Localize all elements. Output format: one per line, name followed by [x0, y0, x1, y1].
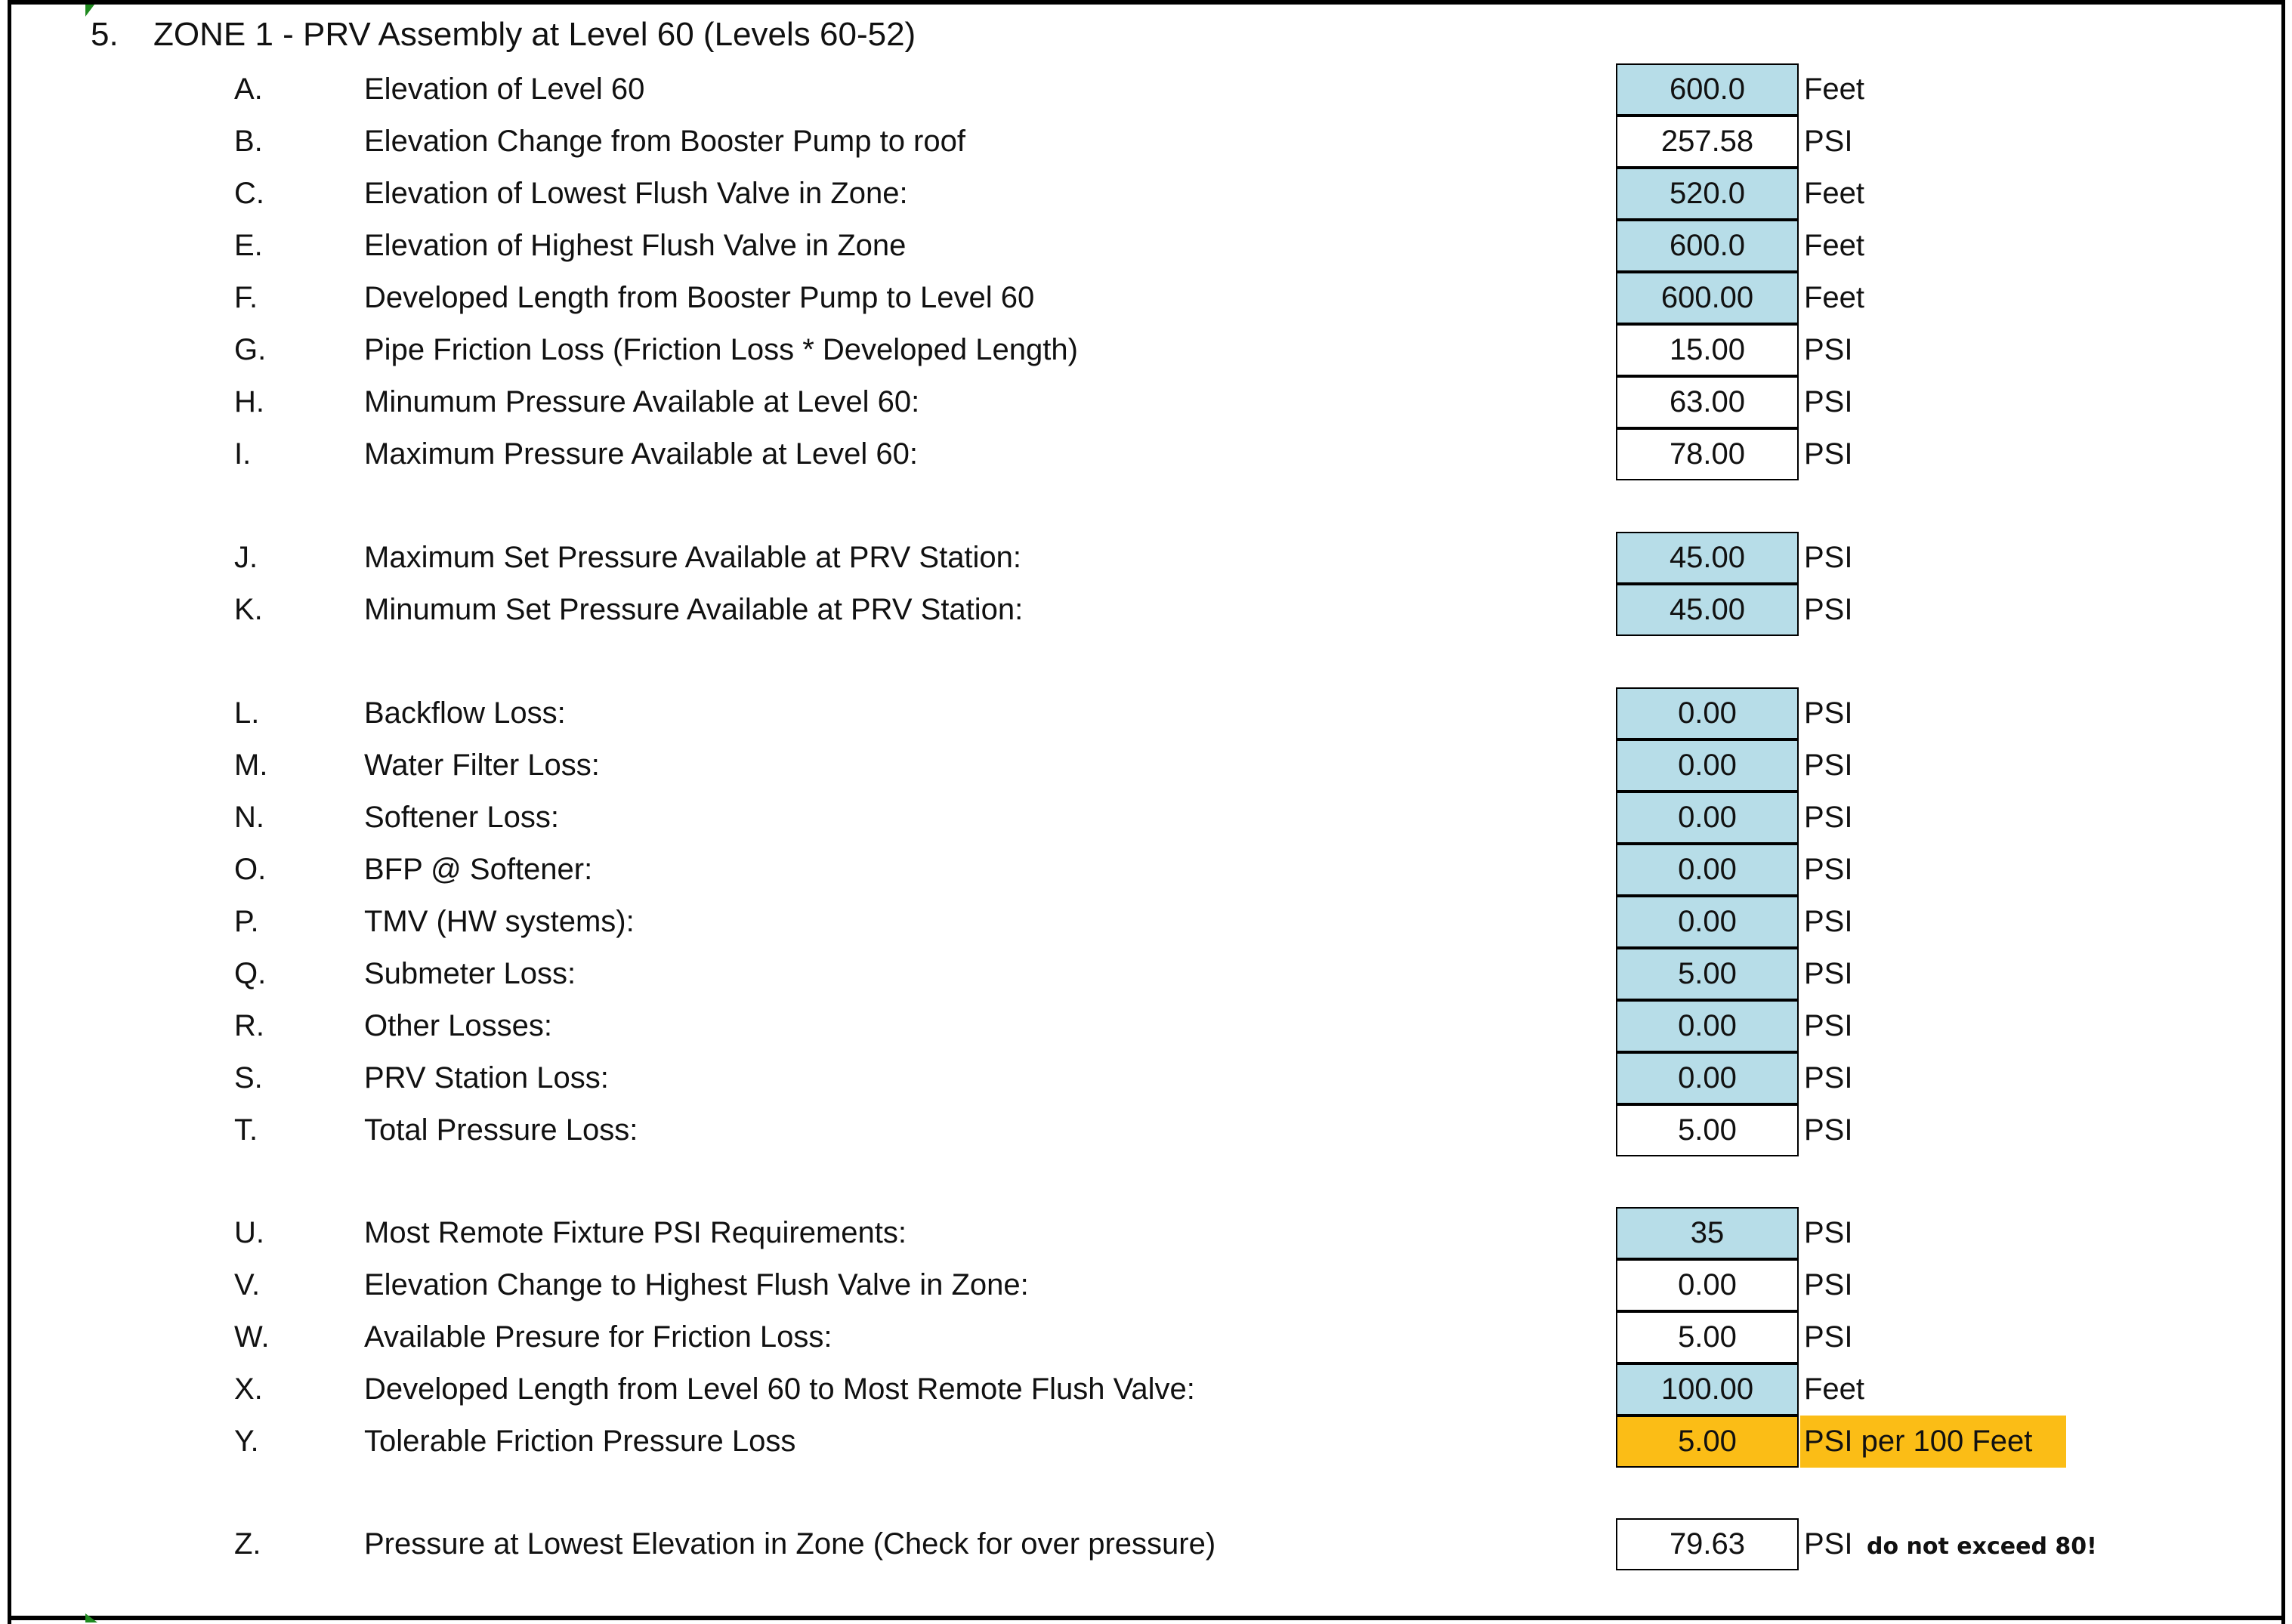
- row-letter: F.: [234, 281, 258, 314]
- row-label: Maximum Set Pressure Available at PRV Station:: [364, 541, 1022, 574]
- row-k: [0, 584, 2292, 636]
- row-letter: W.: [234, 1320, 270, 1354]
- row-letter: I.: [234, 437, 252, 471]
- row-letter: A.: [234, 73, 263, 106]
- row-label: Submeter Loss:: [364, 957, 576, 990]
- value-cell[interactable]: 0.00: [1616, 896, 1799, 948]
- value-cell[interactable]: 35: [1616, 1207, 1799, 1259]
- unit-label: PSI: [1804, 853, 1853, 886]
- row-letter: G.: [234, 333, 267, 366]
- value-cell[interactable]: 45.00: [1616, 532, 1799, 584]
- row-l: [0, 687, 2292, 739]
- unit-label: PSI: [1804, 1216, 1853, 1249]
- row-letter: H.: [234, 385, 264, 418]
- row-m: [0, 739, 2292, 792]
- row-g: [0, 324, 2292, 376]
- row-j: [0, 532, 2292, 584]
- unit-label: PSI: [1804, 957, 1853, 990]
- row-label: Most Remote Fixture PSI Requirements:: [364, 1216, 907, 1249]
- unit-label: PSI: [1804, 905, 1853, 938]
- value-cell[interactable]: 257.58: [1616, 116, 1799, 168]
- value-cell[interactable]: 100.00: [1616, 1363, 1799, 1416]
- row-label: Elevation of Lowest Flush Valve in Zone:: [364, 177, 908, 210]
- row-label: Developed Length from Booster Pump to Level 60: [364, 281, 1035, 314]
- row-y: [0, 1416, 2292, 1468]
- unit-label: PSI: [1804, 1268, 1853, 1301]
- row-label: Softener Loss:: [364, 801, 559, 834]
- row-label: Backflow Loss:: [364, 696, 566, 730]
- value-cell[interactable]: 0.00: [1616, 687, 1799, 739]
- frame-bottom-border: [8, 1616, 2285, 1620]
- unit-label: PSI: [1804, 696, 1853, 730]
- row-letter: M.: [234, 749, 268, 782]
- row-t: [0, 1104, 2292, 1156]
- value-cell[interactable]: 5.00: [1616, 1416, 1799, 1468]
- unit-label: PSI: [1804, 333, 1853, 366]
- unit-label: PSI: [1804, 541, 1853, 574]
- row-label: Available Presure for Friction Loss:: [364, 1320, 832, 1354]
- row-letter: Y.: [234, 1425, 259, 1458]
- value-cell[interactable]: 5.00: [1616, 1104, 1799, 1156]
- row-letter: O.: [234, 853, 267, 886]
- row-letter: X.: [234, 1372, 263, 1406]
- row-label: Total Pressure Loss:: [364, 1113, 638, 1147]
- row-b: [0, 116, 2292, 168]
- unit-label: PSI: [1804, 1061, 1853, 1095]
- value-cell[interactable]: 0.00: [1616, 1000, 1799, 1052]
- value-cell[interactable]: 15.00: [1616, 324, 1799, 376]
- unit-label: PSI: [1804, 749, 1853, 782]
- unit-label: PSI: [1804, 1527, 1853, 1561]
- value-cell[interactable]: 520.0: [1616, 168, 1799, 220]
- row-z: [0, 1518, 2292, 1570]
- row-label: Water Filter Loss:: [364, 749, 600, 782]
- value-cell[interactable]: 45.00: [1616, 584, 1799, 636]
- unit-label: PSI: [1804, 1113, 1853, 1147]
- unit-label: Feet: [1804, 229, 1865, 262]
- row-label: Elevation of Highest Flush Valve in Zone: [364, 229, 907, 262]
- row-letter: N.: [234, 801, 264, 834]
- unit-label: Feet: [1804, 73, 1865, 106]
- row-a: [0, 63, 2292, 116]
- row-label: PRV Station Loss:: [364, 1061, 609, 1095]
- unit-label: PSI: [1804, 437, 1853, 471]
- value-cell[interactable]: 5.00: [1616, 1311, 1799, 1363]
- value-cell[interactable]: 0.00: [1616, 844, 1799, 896]
- unit-label: PSI: [1804, 801, 1853, 834]
- row-label: Maximum Pressure Available at Level 60:: [364, 437, 918, 471]
- row-letter: L.: [234, 696, 260, 730]
- unit-label: Feet: [1804, 1372, 1865, 1406]
- unit-label: Feet: [1804, 177, 1865, 210]
- row-letter: V.: [234, 1268, 261, 1301]
- row-h: [0, 376, 2292, 428]
- row-label: Elevation of Level 60: [364, 73, 645, 106]
- row-label: Developed Length from Level 60 to Most Remote Flush Valve:: [364, 1372, 1195, 1406]
- value-cell[interactable]: 79.63: [1616, 1518, 1799, 1570]
- row-x: [0, 1363, 2292, 1416]
- row-letter: Z.: [234, 1527, 261, 1561]
- section-title: ZONE 1 - PRV Assembly at Level 60 (Levels 60-52): [153, 16, 916, 53]
- row-letter: E.: [234, 229, 263, 262]
- frame-top-border: [8, 0, 2285, 5]
- cell-comment-marker-icon: [85, 1613, 97, 1622]
- value-cell[interactable]: 5.00: [1616, 948, 1799, 1000]
- section-number: 5.: [91, 16, 119, 53]
- unit-label: PSI: [1804, 593, 1853, 626]
- row-u: [0, 1207, 2292, 1259]
- row-label: TMV (HW systems):: [364, 905, 635, 938]
- row-c: [0, 168, 2292, 220]
- row-n: [0, 792, 2292, 844]
- row-q: [0, 948, 2292, 1000]
- row-label: Pressure at Lowest Elevation in Zone (Check for over pressure): [364, 1527, 1216, 1561]
- value-cell[interactable]: 78.00: [1616, 428, 1799, 480]
- unit-label: PSI: [1804, 125, 1853, 158]
- value-cell[interactable]: 0.00: [1616, 739, 1799, 792]
- value-cell[interactable]: 0.00: [1616, 792, 1799, 844]
- row-letter: K.: [234, 593, 263, 626]
- row-letter: Q.: [234, 957, 267, 990]
- unit-label: PSI: [1804, 1320, 1853, 1354]
- row-label: Minumum Pressure Available at Level 60:: [364, 385, 920, 418]
- unit-label: PSI per 100 Feet: [1800, 1416, 2066, 1468]
- row-label: Elevation Change to Highest Flush Valve in Zone:: [364, 1268, 1029, 1301]
- row-f: [0, 272, 2292, 324]
- value-cell[interactable]: 0.00: [1616, 1052, 1799, 1104]
- row-i: [0, 428, 2292, 480]
- value-cell[interactable]: 63.00: [1616, 376, 1799, 428]
- row-letter: J.: [234, 541, 258, 574]
- row-letter: P.: [234, 905, 259, 938]
- row-r: [0, 1000, 2292, 1052]
- row-p: [0, 896, 2292, 948]
- value-cell[interactable]: 600.00: [1616, 272, 1799, 324]
- row-letter: S.: [234, 1061, 263, 1095]
- row-letter: T.: [234, 1113, 258, 1147]
- row-label: Pipe Friction Loss (Friction Loss * Developed Length): [364, 333, 1078, 366]
- row-v: [0, 1259, 2292, 1311]
- unit-label: PSI: [1804, 385, 1853, 418]
- row-e: [0, 220, 2292, 272]
- row-label: BFP @ Softener:: [364, 853, 593, 886]
- row-label: Elevation Change from Booster Pump to roof: [364, 125, 965, 158]
- row-w: [0, 1311, 2292, 1363]
- row-s: [0, 1052, 2292, 1104]
- row-o: [0, 844, 2292, 896]
- row-letter: C.: [234, 177, 264, 210]
- row-label: Tolerable Friction Pressure Loss: [364, 1425, 796, 1458]
- warning-note: do not exceed 80!: [1867, 1533, 2097, 1560]
- row-letter: R.: [234, 1009, 264, 1042]
- row-label: Minumum Set Pressure Available at PRV Station:: [364, 593, 1024, 626]
- row-letter: B.: [234, 125, 263, 158]
- row-letter: U.: [234, 1216, 264, 1249]
- unit-label: Feet: [1804, 281, 1865, 314]
- value-cell[interactable]: 600.0: [1616, 220, 1799, 272]
- unit-label: PSI: [1804, 1009, 1853, 1042]
- row-label: Other Losses:: [364, 1009, 553, 1042]
- value-cell[interactable]: 600.0: [1616, 63, 1799, 116]
- value-cell[interactable]: 0.00: [1616, 1259, 1799, 1311]
